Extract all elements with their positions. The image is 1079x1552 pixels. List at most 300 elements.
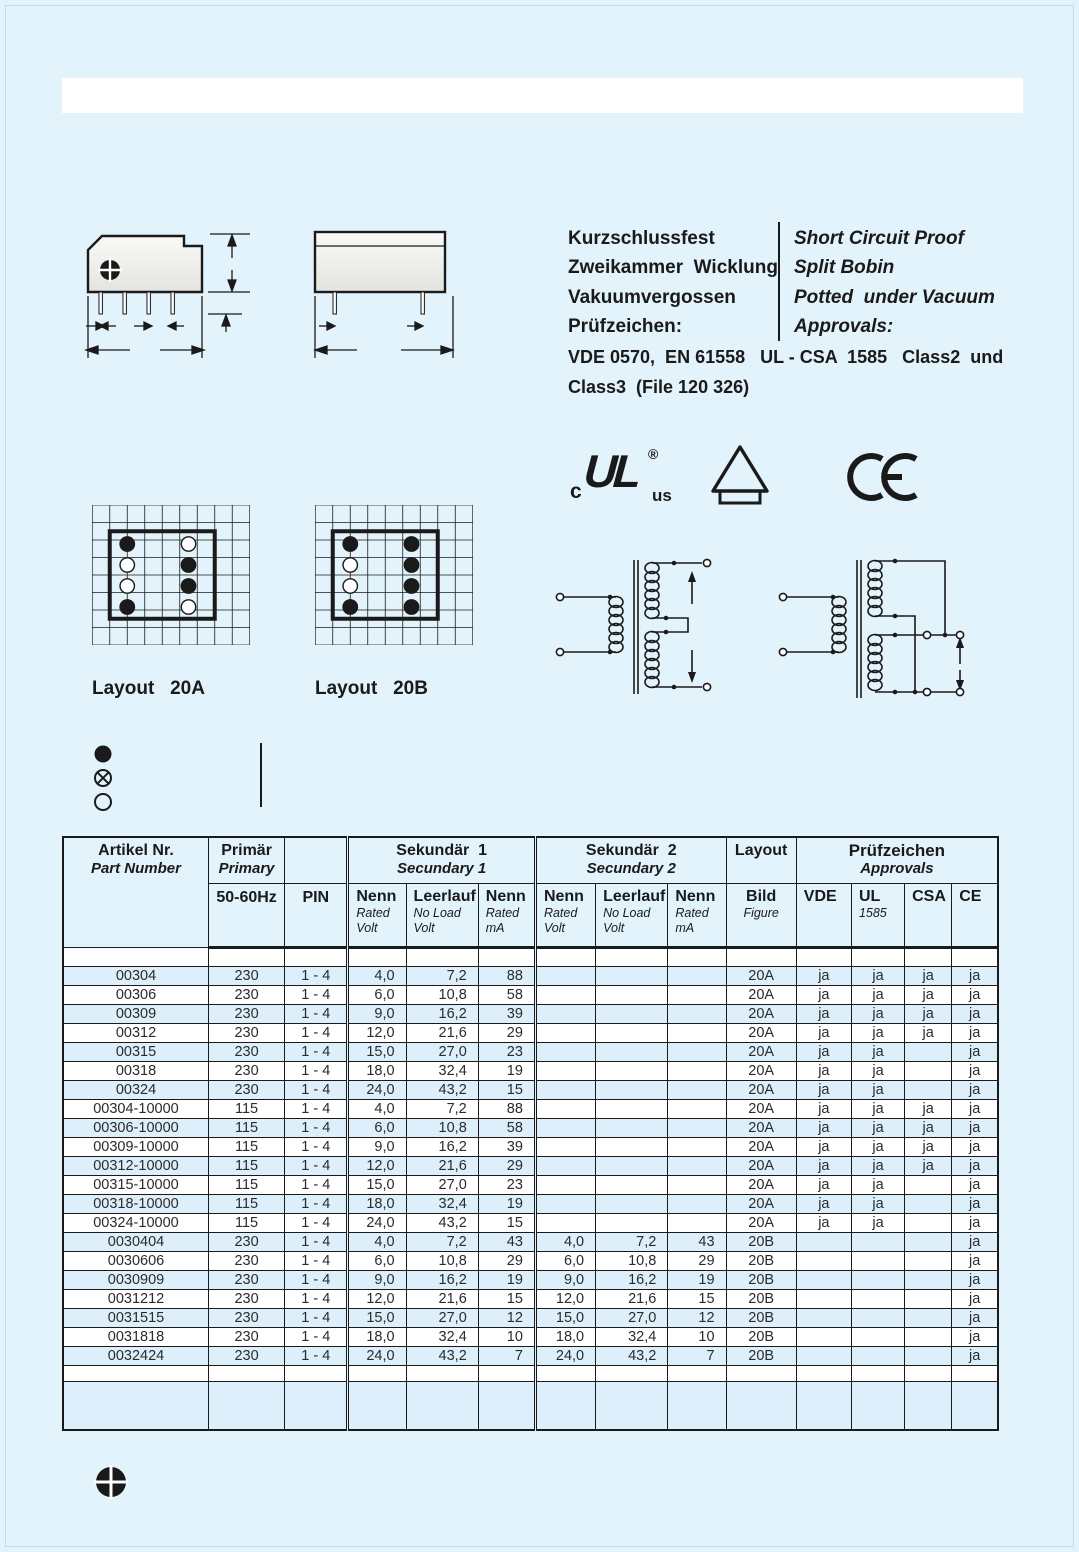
table-cell: 20A (726, 1024, 796, 1043)
table-cell: 32,4 (406, 1062, 478, 1081)
table-cell: ja (905, 1138, 952, 1157)
table-cell: ja (796, 1195, 851, 1214)
table-cell: 12 (668, 1309, 726, 1328)
table-cell: 58 (478, 986, 535, 1005)
table-cell: 32,4 (406, 1328, 478, 1347)
table-cell: 10 (668, 1328, 726, 1347)
table-cell: 19 (478, 1062, 535, 1081)
table-row (63, 1328, 998, 1347)
col-header-s2-noload-volt: Leerlauf No Load Volt (596, 884, 668, 948)
table-cell: 23 (478, 1176, 535, 1195)
table-cell (63, 1382, 208, 1431)
table-cell (596, 986, 668, 1005)
table-cell: ja (851, 1005, 904, 1024)
table-cell (851, 1347, 904, 1366)
table-cell: 20B (726, 1290, 796, 1309)
table-cell (208, 1382, 284, 1431)
table-cell: 18,0 (348, 1195, 406, 1214)
table-row (63, 1366, 998, 1382)
table-cell: 32,4 (596, 1328, 668, 1347)
table-cell: 12,0 (348, 1157, 406, 1176)
table-cell: 43,2 (406, 1347, 478, 1366)
table-cell (596, 1176, 668, 1195)
table-cell: 230 (208, 1062, 284, 1081)
table-cell: 9,0 (348, 1005, 406, 1024)
table-cell: 20A (726, 1043, 796, 1062)
table-cell (796, 1382, 851, 1431)
table-cell: 24,0 (535, 1347, 595, 1366)
table-cell (596, 1119, 668, 1138)
table-cell: ja (796, 1138, 851, 1157)
table-cell (596, 1024, 668, 1043)
table-cell: ja (952, 1176, 998, 1195)
table-cell: 15 (668, 1290, 726, 1309)
table-cell: 20B (726, 1347, 796, 1366)
package-front-view-drawing (80, 218, 285, 368)
table-cell (596, 1366, 668, 1382)
table-cell (535, 1195, 595, 1214)
table-cell: 29 (668, 1252, 726, 1271)
table-cell (406, 1366, 478, 1382)
table-cell: 43 (478, 1233, 535, 1252)
table-cell: 15,0 (535, 1309, 595, 1328)
table-cell (596, 967, 668, 986)
table-cell: 1 - 4 (285, 1176, 348, 1195)
table-cell: 19 (478, 1271, 535, 1290)
table-row (63, 1138, 998, 1157)
table-cell: 00318-10000 (63, 1195, 208, 1214)
table-cell: 1 - 4 (285, 1290, 348, 1309)
table-cell (596, 1062, 668, 1081)
table-cell: 20A (726, 1138, 796, 1157)
ul-reg-text: ® (648, 446, 659, 462)
table-cell (668, 1138, 726, 1157)
table-cell (905, 1328, 952, 1347)
table-cell: ja (796, 1100, 851, 1119)
table-cell (726, 1366, 796, 1382)
table-cell (668, 967, 726, 986)
table-cell: ja (905, 1005, 952, 1024)
table-cell: 1 - 4 (285, 1309, 348, 1328)
ul-c-text: c (570, 480, 582, 503)
table-cell: 58 (478, 1119, 535, 1138)
table-cell: 27,0 (406, 1309, 478, 1328)
table-cell: 20A (726, 1119, 796, 1138)
table-cell (406, 948, 478, 967)
table-cell: 6,0 (348, 986, 406, 1005)
table-cell: 1 - 4 (285, 1252, 348, 1271)
table-cell: 230 (208, 1252, 284, 1271)
table-cell: 9,0 (535, 1271, 595, 1290)
table-cell: 230 (208, 967, 284, 986)
table-cell (905, 1382, 952, 1431)
table-cell: ja (952, 1100, 998, 1119)
feature-de: Zweikammer Wicklung (568, 257, 778, 279)
table-cell (208, 948, 284, 967)
table-cell (796, 1233, 851, 1252)
table-cell: 24,0 (348, 1214, 406, 1233)
table-row (63, 1081, 998, 1100)
table-cell (905, 948, 952, 967)
table-cell (851, 1366, 904, 1382)
table-cell (596, 1214, 668, 1233)
table-cell (905, 1290, 952, 1309)
table-cell (796, 1347, 851, 1366)
table-cell: 115 (208, 1214, 284, 1233)
title-bar-blank (62, 78, 1023, 113)
table-cell (596, 1138, 668, 1157)
table-cell: ja (851, 967, 904, 986)
feature-divider-line (778, 222, 780, 341)
table-cell (535, 1062, 595, 1081)
table-cell: 15 (478, 1290, 535, 1309)
table-cell: ja (796, 1119, 851, 1138)
table-cell: 1 - 4 (285, 1138, 348, 1157)
table-cell (905, 1233, 952, 1252)
table-cell: 20B (726, 1233, 796, 1252)
table-cell (905, 1062, 952, 1081)
table-cell: 1 - 4 (285, 1081, 348, 1100)
table-cell (726, 1382, 796, 1431)
table-cell: 43 (668, 1233, 726, 1252)
table-cell: ja (851, 1195, 904, 1214)
col-header-secondary-2: Sekundär 2 Secundary 2 (535, 837, 726, 884)
table-cell: 1 - 4 (285, 1005, 348, 1024)
feature-row (568, 283, 1028, 313)
table-cell: 20A (726, 986, 796, 1005)
table-cell: 0031212 (63, 1290, 208, 1309)
table-cell: ja (952, 986, 998, 1005)
feature-list (568, 224, 1028, 402)
table-cell: 00315-10000 (63, 1176, 208, 1195)
table-cell: 16,2 (596, 1271, 668, 1290)
table-cell: ja (796, 967, 851, 986)
table-cell: 1 - 4 (285, 1062, 348, 1081)
table-cell: 00312 (63, 1024, 208, 1043)
table-cell (668, 1382, 726, 1431)
ce-logo-icon (842, 452, 918, 502)
table-cell: ja (905, 1157, 952, 1176)
table-cell: ja (796, 1081, 851, 1100)
table-cell: 7,2 (406, 1100, 478, 1119)
table-cell: 230 (208, 1290, 284, 1309)
table-cell: ja (851, 1214, 904, 1233)
table-cell: 16,2 (406, 1005, 478, 1024)
table-cell: 115 (208, 1138, 284, 1157)
table-cell: 6,0 (535, 1252, 595, 1271)
legend-open-dot-icon (93, 792, 113, 812)
table-cell (535, 948, 595, 967)
table-cell (851, 1309, 904, 1328)
ul-cus-logo (570, 445, 680, 510)
table-cell (596, 1081, 668, 1100)
table-cell (668, 1043, 726, 1062)
table-cell (851, 1271, 904, 1290)
table-cell (905, 1081, 952, 1100)
table-row (63, 1024, 998, 1043)
table-cell: ja (796, 1214, 851, 1233)
table-cell: 7 (668, 1347, 726, 1366)
table-row (63, 1100, 998, 1119)
table-cell (535, 1024, 595, 1043)
table-cell: 43,2 (406, 1214, 478, 1233)
approvals-line-1: VDE 0570, EN 61558 UL - CSA 1585 Class2 und (568, 346, 1004, 367)
table-row (63, 948, 998, 967)
table-cell: 32,4 (406, 1195, 478, 1214)
table-cell: 39 (478, 1138, 535, 1157)
table-cell (535, 1157, 595, 1176)
table-cell: 15,0 (348, 1043, 406, 1062)
table-cell: 230 (208, 1347, 284, 1366)
table-cell: 21,6 (406, 1290, 478, 1309)
table-cell (535, 1119, 595, 1138)
table-cell: 0030909 (63, 1271, 208, 1290)
table-cell: ja (952, 1309, 998, 1328)
table-cell: 9,0 (348, 1271, 406, 1290)
table-cell: 00324-10000 (63, 1214, 208, 1233)
table-cell: 230 (208, 1309, 284, 1328)
table-cell (208, 1366, 284, 1382)
col-header-blank (285, 837, 348, 884)
col-header-approvals: Prüfzeichen Approvals (796, 837, 998, 884)
table-cell: 1 - 4 (285, 1328, 348, 1347)
table-cell: 20A (726, 1214, 796, 1233)
table-cell: 1 - 4 (285, 967, 348, 986)
table-cell: ja (851, 1176, 904, 1195)
table-cell: 23 (478, 1043, 535, 1062)
table-cell (348, 948, 406, 967)
table-cell (668, 1366, 726, 1382)
feature-row (568, 254, 1028, 284)
table-cell (478, 1382, 535, 1431)
table-cell (596, 1100, 668, 1119)
table-cell: ja (905, 1024, 952, 1043)
feature-de: Kurzschlussfest (568, 227, 715, 249)
table-cell: 115 (208, 1119, 284, 1138)
table-cell: 12,0 (348, 1290, 406, 1309)
table-cell: 230 (208, 1233, 284, 1252)
table-cell: 43,2 (406, 1081, 478, 1100)
table-cell (851, 1252, 904, 1271)
table-cell (851, 1290, 904, 1309)
table-cell: 10,8 (596, 1252, 668, 1271)
table-cell: 29 (478, 1157, 535, 1176)
table-cell: 88 (478, 967, 535, 986)
table-cell (668, 1214, 726, 1233)
table-cell: 20A (726, 1157, 796, 1176)
table-cell (726, 948, 796, 967)
approvals-line-2: Class3 (File 120 326) (568, 376, 750, 397)
table-cell: 10,8 (406, 986, 478, 1005)
table-cell: 00304 (63, 967, 208, 986)
table-cell (596, 948, 668, 967)
table-cell: ja (952, 1005, 998, 1024)
table-row (63, 1176, 998, 1195)
table-row (63, 1195, 998, 1214)
table-cell: 1 - 4 (285, 1195, 348, 1214)
table-row (63, 967, 998, 986)
table-cell: 00312-10000 (63, 1157, 208, 1176)
table-cell (535, 1366, 595, 1382)
table-cell: ja (905, 1100, 952, 1119)
table-cell: ja (851, 1100, 904, 1119)
table-cell: 20A (726, 1062, 796, 1081)
col-header-s1-rated-volt: Nenn Rated Volt (348, 884, 406, 948)
col-header-s2-rated-volt: Nenn Rated Volt (535, 884, 595, 948)
table-cell: 21,6 (406, 1024, 478, 1043)
table-cell: 24,0 (348, 1081, 406, 1100)
col-header-ul: UL 1585 (851, 884, 904, 948)
spec-table (62, 836, 999, 1431)
table-cell: ja (952, 1271, 998, 1290)
table-cell: 00306-10000 (63, 1119, 208, 1138)
table-cell: 12 (478, 1309, 535, 1328)
table-cell (285, 1382, 348, 1431)
table-row (63, 1233, 998, 1252)
table-cell: 1 - 4 (285, 1214, 348, 1233)
registration-crosshair-icon (94, 1465, 128, 1499)
table-cell: ja (952, 967, 998, 986)
table-cell: 43,2 (596, 1347, 668, 1366)
table-cell: ja (952, 1214, 998, 1233)
table-cell: 19 (478, 1195, 535, 1214)
table-row (63, 1382, 998, 1431)
table-cell: ja (952, 1138, 998, 1157)
legend-filled-dot-icon (93, 744, 113, 764)
table-cell: 1 - 4 (285, 1043, 348, 1062)
table-cell: ja (952, 1081, 998, 1100)
table-cell: 00309-10000 (63, 1138, 208, 1157)
table-cell: 230 (208, 1024, 284, 1043)
table-cell: 20A (726, 1081, 796, 1100)
table-cell (596, 1005, 668, 1024)
part-spec-table (62, 836, 999, 1431)
table-cell: 4,0 (348, 1100, 406, 1119)
layout-20a-grid (92, 505, 250, 645)
table-cell (668, 1081, 726, 1100)
feature-en: Split Bobin (794, 257, 895, 279)
table-cell: 29 (478, 1024, 535, 1043)
table-cell (905, 1195, 952, 1214)
table-cell: 20B (726, 1328, 796, 1347)
table-cell: ja (952, 1024, 998, 1043)
table-cell: ja (851, 1157, 904, 1176)
schematic-series-secondary (552, 552, 722, 702)
table-cell: 9,0 (348, 1138, 406, 1157)
table-cell (478, 1366, 535, 1382)
table-cell: 7,2 (596, 1233, 668, 1252)
ul-us-text: us (652, 486, 672, 505)
table-cell (535, 967, 595, 986)
col-header-figure: Bild Figure (726, 884, 796, 948)
table-cell: ja (796, 1062, 851, 1081)
table-cell: 1 - 4 (285, 1233, 348, 1252)
table-cell: 20A (726, 1176, 796, 1195)
table-cell: 21,6 (596, 1290, 668, 1309)
table-cell (905, 1252, 952, 1271)
table-cell: 230 (208, 1271, 284, 1290)
table-cell (851, 1233, 904, 1252)
table-cell: 0031818 (63, 1328, 208, 1347)
table-cell (851, 1328, 904, 1347)
table-row (63, 1290, 998, 1309)
table-cell: 230 (208, 986, 284, 1005)
ul-logo-text: UL (582, 445, 640, 497)
layout-20b-label: Layout 20B (315, 678, 428, 699)
table-cell (63, 1366, 208, 1382)
table-cell (535, 1214, 595, 1233)
table-cell: 0030606 (63, 1252, 208, 1271)
table-cell: 7,2 (406, 967, 478, 986)
table-cell (285, 1366, 348, 1382)
table-cell: ja (952, 1290, 998, 1309)
table-cell: ja (796, 1157, 851, 1176)
table-row (63, 1157, 998, 1176)
table-cell: ja (952, 1062, 998, 1081)
table-body (63, 948, 998, 1431)
table-cell: ja (952, 1233, 998, 1252)
table-cell: ja (952, 1195, 998, 1214)
table-cell: 10 (478, 1328, 535, 1347)
table-cell: 115 (208, 1195, 284, 1214)
table-cell (905, 1347, 952, 1366)
table-cell: 4,0 (348, 967, 406, 986)
layout-20a-label: Layout 20A (92, 678, 205, 699)
feature-de: Vakuumvergossen (568, 286, 736, 308)
legend-crossed-dot-icon (93, 768, 113, 788)
table-cell (851, 1382, 904, 1431)
table-cell (406, 1382, 478, 1431)
table-cell (905, 1309, 952, 1328)
table-cell (851, 948, 904, 967)
table-row (63, 1271, 998, 1290)
table-row (63, 1309, 998, 1328)
table-row (63, 986, 998, 1005)
layout-20b-grid (315, 505, 473, 645)
table-cell: 15,0 (348, 1176, 406, 1195)
table-cell: 1 - 4 (285, 1271, 348, 1290)
table-cell: 7,2 (406, 1233, 478, 1252)
table-cell (596, 1157, 668, 1176)
table-cell: 39 (478, 1005, 535, 1024)
table-cell (668, 1157, 726, 1176)
table-cell (63, 948, 208, 967)
table-cell (668, 1195, 726, 1214)
table-cell (535, 1100, 595, 1119)
table-cell: 16,2 (406, 1138, 478, 1157)
table-cell (535, 986, 595, 1005)
feature-en: Potted under Vacuum (794, 286, 995, 308)
table-cell: 0032424 (63, 1347, 208, 1366)
table-cell: 15 (478, 1081, 535, 1100)
table-cell: 1 - 4 (285, 1347, 348, 1366)
table-cell (796, 1366, 851, 1382)
table-cell (668, 1005, 726, 1024)
table-cell: 20A (726, 1005, 796, 1024)
table-cell: 20B (726, 1309, 796, 1328)
table-row (63, 1214, 998, 1233)
table-cell: 18,0 (348, 1062, 406, 1081)
table-cell: 20A (726, 1195, 796, 1214)
col-header-pin: PIN (285, 884, 348, 948)
table-cell: 15,0 (348, 1309, 406, 1328)
table-cell (668, 1119, 726, 1138)
table-cell: 27,0 (596, 1309, 668, 1328)
table-cell: 20A (726, 1100, 796, 1119)
table-cell: ja (952, 1252, 998, 1271)
table-cell: 29 (478, 1252, 535, 1271)
layout-20b-figure (315, 505, 473, 700)
